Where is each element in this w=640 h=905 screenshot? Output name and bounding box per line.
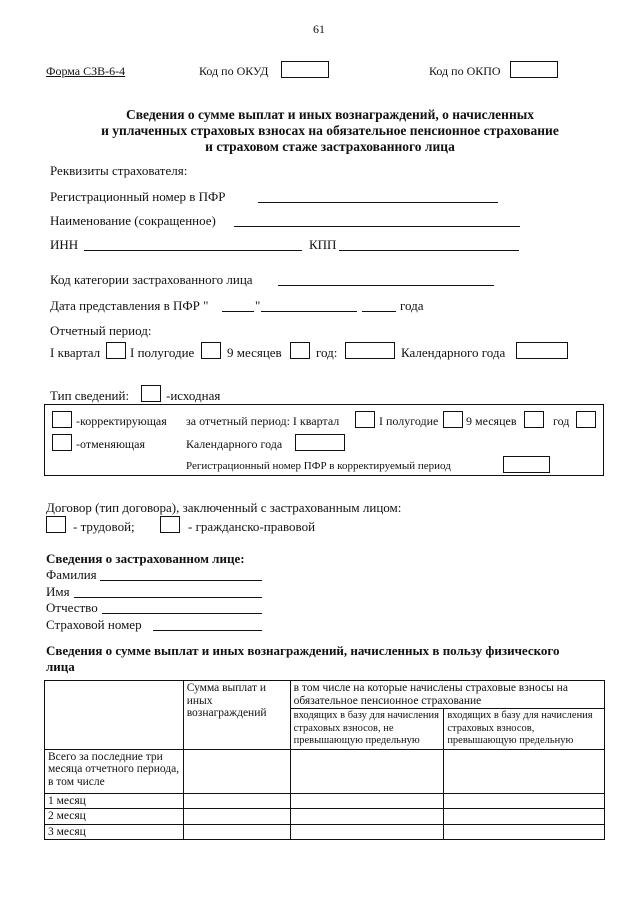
- first-name-label: Имя: [46, 584, 70, 599]
- okpo-field[interactable]: [510, 61, 558, 78]
- date-year-field[interactable]: [362, 311, 396, 312]
- row-label-total: Всего за последние три месяца отчетного периода, в том числе: [45, 749, 184, 793]
- table-row: [45, 793, 605, 809]
- period-nine-label: 9 месяцев: [227, 345, 282, 360]
- table-header-row: [45, 681, 605, 709]
- info-type-cancelling-label: -отменяющая: [76, 437, 145, 451]
- payments-table: [44, 680, 605, 840]
- date-month-field[interactable]: [261, 311, 357, 312]
- inn-field[interactable]: [84, 250, 302, 251]
- header-exceeding-cell: входящих в базу для начисления страховых взносов, превышающую предельную: [444, 709, 605, 750]
- name-label: Наименование (сокращенное): [50, 213, 216, 228]
- period-year-label: год:: [316, 345, 338, 360]
- correction-nine-checkbox[interactable]: [524, 411, 544, 428]
- correction-year-label: год: [553, 414, 570, 428]
- correction-half-checkbox[interactable]: [443, 411, 463, 428]
- row-label-month-1: 1 месяц: [45, 793, 184, 809]
- okud-label: Код по ОКУД: [199, 64, 269, 78]
- info-type-correcting-label: -корректирующая: [76, 414, 167, 428]
- correction-year-checkbox[interactable]: [576, 411, 596, 428]
- period-q1-label: I квартал: [50, 345, 101, 360]
- header-blank-cell: [45, 681, 184, 750]
- page-number: 61: [313, 22, 325, 36]
- person-heading: Сведения о застрахованном лице:: [46, 551, 245, 566]
- insurance-number-field[interactable]: [153, 630, 262, 631]
- date-day-field[interactable]: [222, 311, 254, 312]
- contract-labor-checkbox[interactable]: [46, 516, 66, 533]
- cell-month3-within[interactable]: [290, 824, 444, 840]
- period-year-field[interactable]: [345, 342, 395, 359]
- cell-month1-exceeding[interactable]: [444, 793, 605, 809]
- insurer-heading: Реквизиты страхователя:: [50, 163, 188, 178]
- table-row: [45, 809, 605, 825]
- reg-number-label: Регистрационный номер в ПФР: [50, 189, 226, 204]
- category-label: Код категории застрахованного лица: [50, 272, 253, 287]
- cell-month2-exceeding[interactable]: [444, 809, 605, 825]
- info-type-label: Тип сведений:: [50, 388, 130, 403]
- cell-month3-exceeding[interactable]: [444, 824, 605, 840]
- period-q1-checkbox[interactable]: [106, 342, 126, 359]
- period-half-checkbox[interactable]: [201, 342, 221, 359]
- form-label: Форма СЗВ-6-4: [46, 64, 126, 78]
- title-line-1: Сведения о сумме выплат и иных вознаграждений, о начисленных: [125, 107, 535, 122]
- kpp-label: КПП: [309, 237, 337, 252]
- row-label-month-3: 3 месяц: [45, 824, 184, 840]
- header-including-cell: в том числе на которые начислены страховые взносы на обязательное пенсионное страхование: [290, 681, 604, 709]
- info-type-original-label: -исходная: [166, 388, 221, 403]
- corrected-reg-label: Регистрационный номер ПФР в корректируемый период: [186, 460, 451, 472]
- cell-month2-within[interactable]: [290, 809, 444, 825]
- correction-nine-label: 9 месяцев: [466, 414, 517, 428]
- period-calendar-year-field[interactable]: [516, 342, 568, 359]
- category-field[interactable]: [278, 285, 494, 286]
- cell-month3-sum[interactable]: [183, 824, 290, 840]
- payments-heading-line2: лица: [46, 659, 75, 674]
- patronymic-field[interactable]: [102, 613, 262, 614]
- correction-q1-checkbox[interactable]: [355, 411, 375, 428]
- kpp-field[interactable]: [339, 250, 519, 251]
- okud-field[interactable]: [281, 61, 329, 78]
- date-label: Дата представления в ПФР ": [50, 298, 209, 313]
- corrected-reg-field[interactable]: [503, 456, 550, 473]
- info-type-cancelling-checkbox[interactable]: [52, 434, 72, 451]
- correction-calendar-year-label: Календарного года: [186, 437, 283, 451]
- contract-labor-label: - трудовой;: [73, 519, 135, 534]
- contract-heading: Договор (тип договора), заключенный с застрахованным лицом:: [46, 500, 402, 515]
- insurance-number-label: Страховой номер: [46, 617, 142, 632]
- first-name-field[interactable]: [74, 597, 262, 598]
- patronymic-label: Отчество: [46, 600, 98, 615]
- cell-month1-sum[interactable]: [183, 793, 290, 809]
- date-quote: ": [255, 298, 261, 313]
- document-title: [40, 107, 620, 155]
- row-label-month-2: 2 месяц: [45, 809, 184, 825]
- correction-calendar-year-field[interactable]: [295, 434, 345, 451]
- cell-total-exceeding[interactable]: [444, 749, 605, 793]
- correction-period-label: за отчетный период: I квартал: [186, 414, 340, 428]
- table-row: [45, 824, 605, 840]
- info-type-original-checkbox[interactable]: [141, 385, 161, 402]
- okpo-label: Код по ОКПО: [429, 64, 501, 78]
- period-nine-checkbox[interactable]: [290, 342, 310, 359]
- period-half-label: I полугодие: [130, 345, 195, 360]
- date-year-label: года: [400, 298, 424, 313]
- payments-heading-line1: Сведения о сумме выплат и иных вознаграждений, начисленных в пользу физического: [46, 643, 560, 658]
- cell-total-within[interactable]: [290, 749, 444, 793]
- title-line-3: и страховом стаже застрахованного лица: [205, 139, 455, 154]
- title-line-2: и уплаченных страховых взносах на обязательное пенсионное страхование: [101, 123, 559, 138]
- info-type-correcting-checkbox[interactable]: [52, 411, 72, 428]
- header-sum-cell: Сумма выплат и иных вознаграждений: [183, 681, 290, 750]
- period-heading: Отчетный период:: [50, 323, 152, 338]
- surname-field[interactable]: [100, 580, 262, 581]
- reg-number-field[interactable]: [258, 202, 498, 203]
- table-row: [45, 749, 605, 793]
- header-within-cell: входящих в базу для начисления страховых взносов, не превышающую предельную: [290, 709, 444, 750]
- inn-label: ИНН: [50, 237, 79, 252]
- cell-month2-sum[interactable]: [183, 809, 290, 825]
- cell-total-sum[interactable]: [183, 749, 290, 793]
- surname-label: Фамилия: [46, 567, 97, 582]
- contract-civil-label: - гражданско-правовой: [188, 519, 316, 534]
- name-field[interactable]: [234, 226, 520, 227]
- contract-civil-checkbox[interactable]: [160, 516, 180, 533]
- cell-month1-within[interactable]: [290, 793, 444, 809]
- correction-half-label: I полугодие: [379, 414, 439, 428]
- period-calendar-year-label: Календарного года: [401, 345, 506, 360]
